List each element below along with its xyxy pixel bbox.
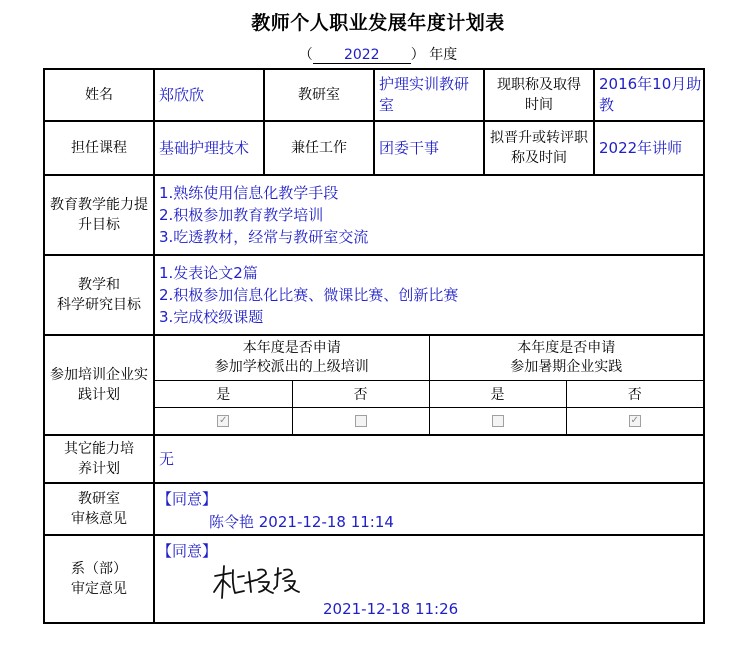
year-value: 2022	[313, 47, 411, 64]
other-plan-value: 无	[154, 435, 704, 483]
q2-line1: 本年度是否申请	[517, 340, 616, 357]
research-goal-list	[154, 255, 704, 335]
current-title-value: 2016年10月助教	[594, 69, 704, 121]
q2-no-header: 否	[566, 381, 703, 408]
list-item: 2.积极参加教育教学培训	[159, 206, 324, 224]
approval-label	[44, 535, 154, 623]
year-close-paren: ）	[410, 47, 425, 63]
year-line	[0, 44, 756, 64]
review-signer: 陈令艳 2021-12-18 11:14	[209, 513, 394, 531]
list-item: 3.吃透教材，经常与教研室交流	[159, 228, 369, 246]
row-approval	[44, 535, 704, 623]
teaching-goal-label: 教育教学能力提升目标	[44, 175, 154, 255]
list-item: 1.发表论文2篇	[159, 264, 258, 282]
list-item: 2.积极参加信息化比赛、微课比赛、创新比赛	[159, 286, 459, 304]
row-teaching-goal	[44, 175, 704, 255]
research-goal-label	[44, 255, 154, 335]
course-label: 担任课程	[44, 121, 154, 175]
approval-opinion	[154, 535, 704, 623]
approval-label-line2: 审定意见	[71, 581, 127, 597]
promotion-label: 拟晋升或转评职称及时间	[484, 121, 594, 175]
row-other-plan	[44, 435, 704, 483]
training-label: 参加培训企业实践计划	[44, 335, 154, 435]
row-basic-info	[44, 69, 704, 121]
dept-value: 护理实训教研室	[374, 69, 484, 121]
name-label: 姓名	[44, 69, 154, 121]
other-plan-label: 其它能力培养计划	[44, 435, 154, 483]
q1-line2: 参加学校派出的上级培训	[214, 359, 369, 376]
review-label-line2: 审核意见	[71, 511, 127, 527]
handwritten-signature-image	[211, 562, 321, 602]
approval-opinion-text: 【同意】	[157, 542, 218, 560]
review-opinion	[154, 483, 704, 535]
side-job-label: 兼任工作	[264, 121, 374, 175]
course-value: 基础护理技术	[154, 121, 264, 175]
q1-no-checkbox[interactable]	[355, 415, 367, 427]
row-training-plan	[44, 335, 704, 435]
promotion-value: 2022年讲师	[594, 121, 704, 175]
teaching-goal-list	[154, 175, 704, 255]
form-title: 教师个人职业发展年度计划表	[251, 12, 505, 34]
q2-yes-checkbox[interactable]	[492, 415, 504, 427]
dept-label: 教研室	[264, 69, 374, 121]
row-review	[44, 483, 704, 535]
approval-label-line1: 系（部）	[71, 561, 127, 577]
row-course-info	[44, 121, 704, 175]
q1-no-header: 否	[292, 381, 429, 408]
research-goal-label-line1: 教学和	[78, 277, 120, 293]
list-item: 1.熟练使用信息化教学手段	[159, 184, 339, 202]
q2-yes-header: 是	[429, 381, 566, 408]
q2-no-checkbox[interactable]: ✓	[630, 414, 639, 426]
current-title-label: 现职称及取得时间	[484, 69, 594, 121]
year-suffix: 年度	[429, 47, 458, 63]
list-item: 3.完成校级课题	[159, 308, 264, 326]
row-research-goal	[44, 255, 704, 335]
review-opinion-text: 【同意】	[157, 490, 218, 508]
research-goal-label-line2: 科学研究目标	[57, 297, 141, 313]
q2-line2: 参加暑期企业实践	[510, 359, 623, 376]
q1-yes-checkbox[interactable]: ✓	[219, 414, 228, 426]
q2-header	[429, 336, 703, 381]
q1-header	[155, 336, 429, 381]
review-label-line1: 教研室	[78, 491, 120, 507]
approval-timestamp: 2021-12-18 11:26	[323, 600, 459, 618]
training-subtable	[155, 336, 703, 434]
year-open-paren: （	[298, 47, 313, 63]
q1-line1: 本年度是否申请	[242, 340, 341, 357]
plan-form-table	[43, 68, 705, 624]
review-label	[44, 483, 154, 535]
name-value: 郑欣欣	[154, 69, 264, 121]
q1-yes-header: 是	[155, 381, 292, 408]
training-grid	[154, 335, 704, 435]
side-job-value: 团委干事	[374, 121, 484, 175]
